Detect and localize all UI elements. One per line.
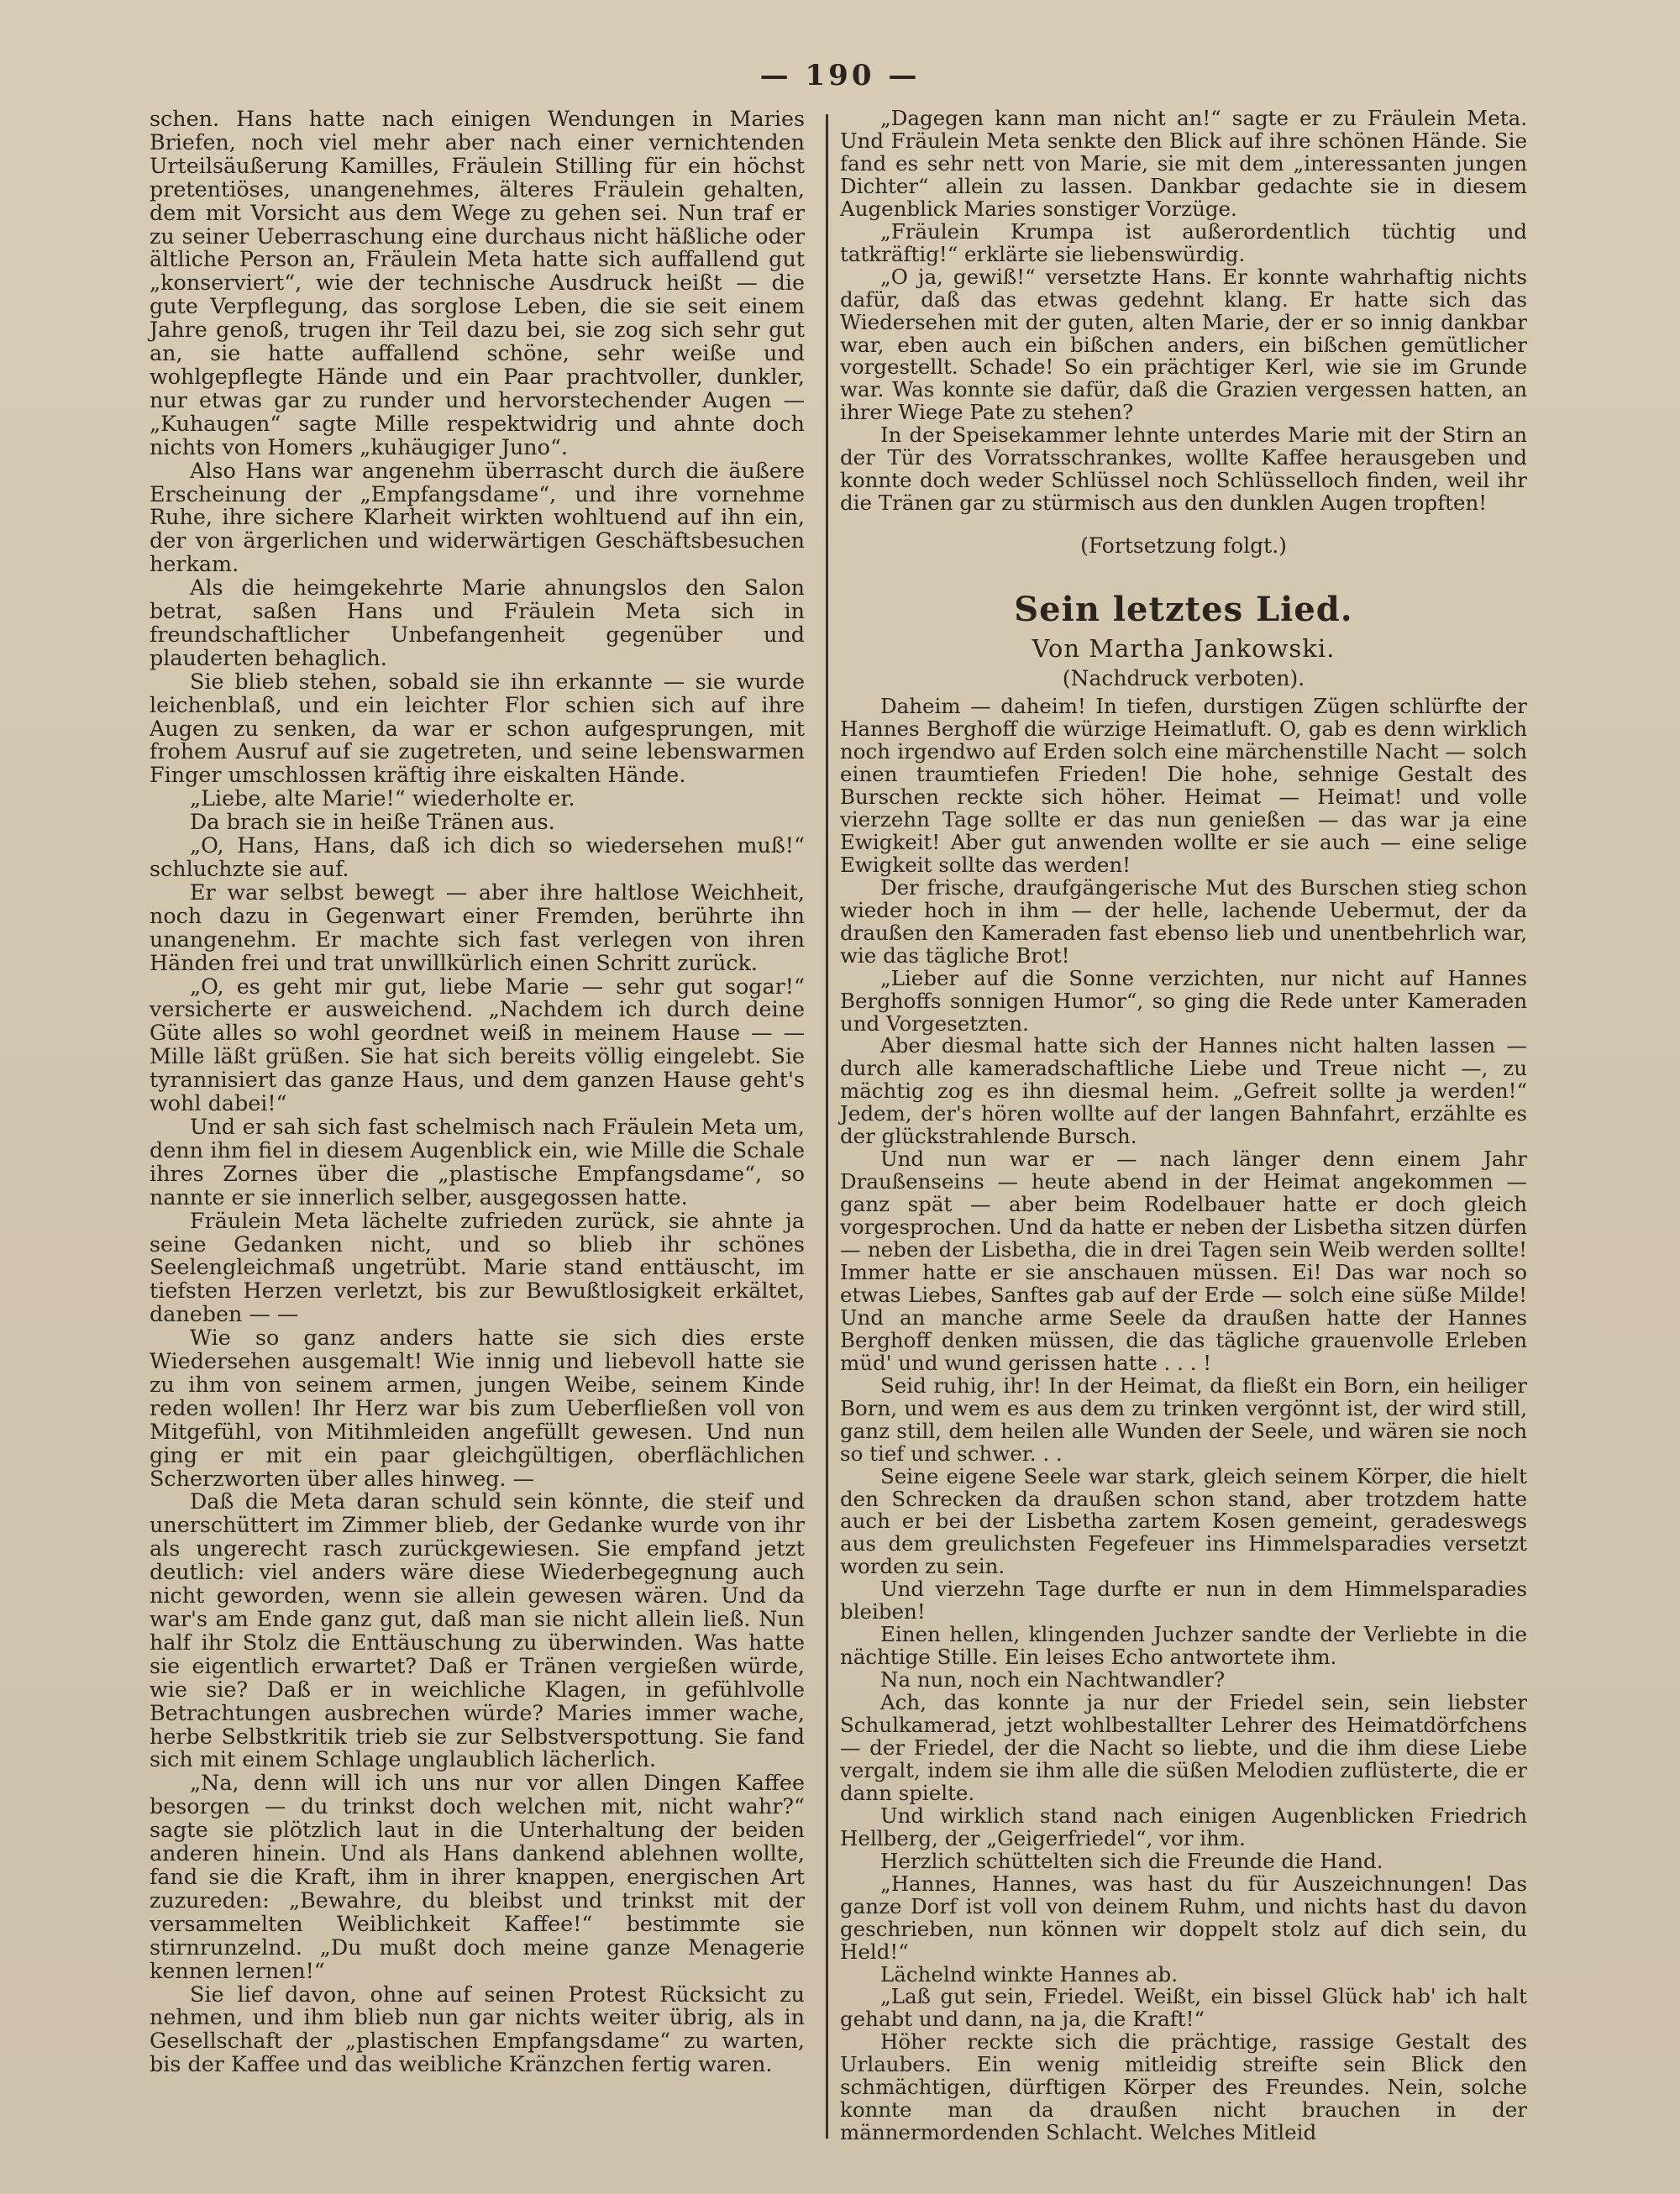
serial-continuation-text [840, 108, 1527, 515]
paragraph: Daheim — daheim! In tiefen, durstigen Zügen schlürfte der Hannes Berghoff die würzige Heimatluft. O, gab es denn wirklich noch irgendwo auf Erden solch eine märchenstille Nacht — solch einen traumtiefen Frieden! Die hohe, sehnige Gestalt des Burschen reckte sich höher. Heimat — Heimat! und volle vierzehn Tage sollte er das nun genießen — das war ja eine Ewigkeit! Aber gut anwenden wollte er sie auch — eine selige Ewigkeit sollte das werden! [840, 694, 1527, 877]
paragraph: Einen hellen, klingenden Juchzer sandte der Verliebte in die nächtige Stille. Ein leises Echo antwortete ihm. [840, 1622, 1527, 1670]
paragraph: „Laß gut sein, Friedel. Weißt, ein bissel Glück hab' ich halt gehabt und dann, na ja, die Kraft!“ [840, 1984, 1527, 2032]
paragraph: Und vierzehn Tage durfte er nun in dem Himmelsparadies bleiben! [840, 1577, 1527, 1625]
column-divider [826, 114, 828, 2139]
paragraph: „Na, denn will ich uns nur vor allen Dingen Kaffee besorgen — du trinkst doch welchen mit, nicht wahr?“ sagte sie plötzlich laut in die Unterhaltung der beiden anderen hinein. Und als Hans dankend ablehnen wollte, fand sie die Kraft, ihm in ihrer knappen, energischen Art zuzureden: „Bewahre, du bleibst und trinkst mit der versammelten Weiblichkeit Kaffee!“ bestimmte sie stirnrunzelnd. „Du mußt doch meine ganze Menagerie kennen lernen!“ [150, 1770, 805, 1983]
paragraph: Also Hans war angenehm überrascht durch die äußere Erscheinung der „Empfangsdame“, und ihre vornehme Ruhe, ihre sichere Klarheit wirkten wohltuend auf ihn ein, der von ärgerlichen und widerwärtigen Geschäftsbesuchen herkam. [150, 457, 805, 577]
paragraph: Als die heimgekehrte Marie ahnungslos den Salon betrat, saßen Hans und Fräulein Meta sich in freundschaftlicher Unbefangenheit gegenüber und plauderten behaglich. [150, 575, 805, 670]
paragraph: Sie blieb stehen, sobald sie ihn erkannte — sie wurde leichenblaß, und ein leichter Flor schien sich auf ihre Augen zu senken, da war er schon aufgesprungen, mit frohem Ausruf auf sie zugetreten, und seine lebenswarmen Finger umschlossen kräftig ihre eiskalten Hände. [150, 668, 805, 788]
paragraph: „Liebe, alte Marie!“ wiederholte er. [190, 785, 575, 811]
story-body [840, 695, 1527, 2144]
paragraph: Da brach sie in heiße Tränen aus. [190, 809, 555, 835]
reprint-notice: (Nachdruck verboten). [1062, 666, 1305, 691]
left-column [150, 108, 805, 2076]
story-title: Sein letztes Lied. [1014, 590, 1353, 630]
paragraph: „Hannes, Hannes, was hast du für Auszeichnungen! Das ganze Dorf ist voll von deinem Ruhm, und nichts hast du davon geschrieben, nun können wir doppelt stolz auf dich sein, du Held!“ [840, 1871, 1527, 1964]
paragraph: „O, Hans, Hans, daß ich dich so wiedersehen muß!“ schluchzte sie auf. [150, 832, 805, 881]
paragraph: Daß die Meta daran schuld sein könnte, die steif und unerschüttert im Zimmer blieb, der Gedanke wurde von ihr als ungerecht rasch zurückgewiesen. Sie empfand jetzt deutlich: viel anders wäre diese Wiederbegegnung auch nicht geworden, wenn sie allein gewesen wären. Und da war's am Ende ganz gut, daß man sie nicht allein ließ. Nun half ihr Stolz die Enttäuschung zu überwinden. Was hatte sie eigentlich erwartet? Daß er Tränen vergießen würde, wie sie? Daß er in weichliche Klagen, in gefühlvolle Betrachtungen ausbrechen würde? Maries immer wache, herbe Selbstkritik trieb sie zur Selbstverspottung. Sie fand sich mit einem Schlage unglaublich lächerlich. [150, 1488, 805, 1772]
page-number: — 190 — [759, 59, 921, 92]
paragraph: Aber diesmal hatte sich der Hannes nicht halten lassen — durch alle kameradschaftliche Liebe und Treue nicht —, zu mächtig zog es ihn diesmal heim. „Gefreit sollte ja werden!“ Jedem, der's hören wollte auf der langen Bahnfahrt, erzählte es der glückstrahlende Bursch. [840, 1033, 1527, 1149]
paragraph: Höher reckte sich die prächtige, rassige Gestalt des Urlaubers. Ein wenig mitleidig streifte sein Blick den schmächtigen, dürftigen Körper des Freundes. Nein, solche konnte man da draußen nicht brauchen in der männermordenden Schlacht. Welches Mitleid [840, 2029, 1527, 2145]
paragraph: Wie so ganz anders hatte sie sich dies erste Wiedersehen ausgemalt! Wie innig und liebevoll hatte sie zu ihm von seinem armen, jungen Weibe, seinem Kinde reden wollen! Ihr Herz war bis zum Ueberfließen voll von Mitgefühl, von Mitihmleiden angefüllt gewesen. Und nun ging er mit ein paar gleichgültigen, oberflächlichen Scherzworten über alles hinweg. — [150, 1325, 805, 1491]
paragraph: Seid ruhig, ihr! In der Heimat, da fließt ein Born, ein heiliger Born, und wem es aus dem zu trinken vergönnt ist, der wird still, ganz still, dem heilen alle Wunden der Seele, und wären sie noch so tief und schwer. . . [840, 1373, 1527, 1466]
paragraph: Seine eigene Seele war stark, gleich seinem Körper, die hielt den Schrecken da draußen schon stand, aber trotzdem hatte auch er bei der Lisbetha zartem Kosen gemeint, geradeswegs aus dem greulichsten Fegefeuer ins Himmelsparadies versetzt worden zu sein. [840, 1463, 1527, 1579]
paragraph: Na nun, noch ein Nachtwandler? [880, 1667, 1226, 1693]
paragraph: Und nun war er — nach länger denn einem Jahr Draußenseins — heute abend in der Heimat angekommen — ganz spät — aber beim Rodelbauer hatte er doch gleich vorgesprochen. Und da hatte er neben der Lisbetha sitzen dürfen — neben der Lisbetha, die in drei Tagen sein Weib werden sollte! Immer hatte er sie anschauen müssen. Ei! Das war noch so etwas Liebes, Sanftes gab auf der Erde — solch eine süße Milde! Und an manche arme Seele da draußen hatte der Hannes Berghoff denken müssen, die das tägliche grauenvolle Erleben müd' und wund gerissen hatte . . . ! [840, 1147, 1527, 1375]
paragraph: „Lieber auf die Sonne verzichten, nur nicht auf Hannes Berghoffs sonnigen Humor“, so ging die Rede unter Kameraden und Vorgesetzten. [840, 965, 1527, 1036]
paragraph: Sie lief davon, ohne auf seinen Protest Rücksicht zu nehmen, und ihm blieb nun gar nichts weiter übrig, als in Gesellschaft der „plastischen Empfangsdame“ zu warten, bis der Kaffee und das weibliche Kränzchen fertig waren. [150, 1981, 805, 2077]
paragraph: „O, es geht mir gut, liebe Marie — sehr gut sogar!“ versicherte er ausweichend. „Nachdem ich durch deine Güte alles so wohl geordnet weiß in meinem Hause — — Mille läßt grüßen. Sie hat sich bereits völlig eingelebt. Sie tyrannisiert das ganze Haus, und dem ganzen Hause geht's wohl dabei!“ [150, 973, 805, 1116]
paragraph: Ach, das konnte ja nur der Friedel sein, sein liebster Schulkamerad, jetzt wohlbestallter Lehrer des Heimatdörfchens — der Friedel, der die Nacht so liebte, und die ihm diese Liebe vergalt, indem sie ihm alle die süßen Melodien zuflüsterte, die er dann spielte. [840, 1690, 1527, 1805]
paragraph: Der frische, draufgängerische Mut des Burschen stieg schon wieder hoch in ihm — der helle, lachende Uebermut, der da draußen den Kameraden fast ebenso lieb und unentbehrlich war, wie das tägliche Brot! [840, 874, 1527, 968]
paragraph: Lächelnd winkte Hannes ab. [880, 1961, 1178, 1987]
paragraph: „Fräulein Krumpa ist außerordentlich tüchtig und tatkräftig!“ erklärte sie liebenswürdig. [840, 218, 1527, 266]
paragraph: Er war selbst bewegt — aber ihre haltlose Weichheit, noch dazu in Gegenwart einer Fremden, berührte ihn unangenehm. Er machte sich fast verlegen von ihren Händen frei und trat unwillkürlich einen Schritt zurück. [150, 879, 805, 975]
paragraph: Fräulein Meta lächelte zufrieden zurück, sie ahnte ja seine Gedanken nicht, und so blieb ihr schönes Seelengleichmaß ungetrübt. Marie stand enttäuscht, im tiefsten Herzen verletzt, bis zur Bewußtlosigkeit erkältet, daneben — — [150, 1207, 805, 1327]
paragraph: „O ja, gewiß!“ versetzte Hans. Er konnte wahrhaftig nichts dafür, daß das etwas gedehnt klang. Er hatte sich das Wiedersehen mit der guten, alten Marie, der er so innig dankbar war, eben auch ein bißchen anders, ein bißchen gemütlicher vorgestellt. Schade! So ein prächtiger Kerl, wie sie im Grunde war. Was konnte sie dafür, daß die Grazien vergessen hatten, an ihrer Wiege Pate zu stehen? [840, 264, 1527, 425]
right-column [840, 108, 1527, 2144]
paragraph: Und wirklich stand nach einigen Augenblicken Friedrich Hellberg, der „Geigerfriedel“, vor ihm. [840, 1803, 1527, 1850]
paragraph: Herzlich schüttelten sich die Freunde die Hand. [880, 1848, 1383, 1873]
paragraph: „Dagegen kann man nicht an!“ sagte er zu Fräulein Meta. Und Fräulein Meta senkte den Blick auf ihre schönen Hände. Sie fand es sehr nett von Marie, sie mit dem „interessanten jungen Dichter“ allein zu lassen. Dankbar gedachte sie in diesem Augenblick Maries sonstiger Vorzüge. [840, 106, 1527, 221]
paragraph: schen. Hans hatte nach einigen Wendungen in Maries Briefen, noch viel mehr aber nach einer vernichtenden Urteilsäußerung Kamilles, Fräulein Stilling für ein höchst pretentiöses, unangenehmes, älteres Fräulein gehalten, dem mit Vorsicht aus dem Wege zu gehen sei. Nun traf er zu seiner Ueberraschung eine durchaus nicht häßliche oder ältliche Person an, Fräulein Meta hatte sich auffallend gut „konserviert“, wie der technische Ausdruck heißt — die gute Verpflegung, das sorglose Leben, die sie seit einem Jahre genoß, trugen ihr Teil dazu bei, sie zog sich sehr gut an, sie hatte auffallend schöne, sehr weiße und wohlgepflegte Hände und ein Paar prachtvoller, dunkler, nur etwas gar zu runder und hervorstechender Augen — „Kuhaugen“ sagte Mille respektwidrig und ahnte doch nichts von Homers „kuhäugiger Juno“. [150, 106, 805, 459]
story-byline: Von Martha Jankowski. [1032, 634, 1336, 664]
paragraph: Und er sah sich fast schelmisch nach Fräulein Meta um, denn ihm fiel in diesem Augenblick ein, wie Mille die Schale ihres Zornes über die „plastische Empfangsdame“, so nannte er sie innerlich selber, ausgegossen hatte. [150, 1113, 805, 1210]
paragraph: In der Speisekammer lehnte unterdes Marie mit der Stirn an der Tür des Vorratsschrankes, wollte Kaffee herausgeben und konnte doch weder Schlüssel noch Schlüsselloch finden, weil ihr die Tränen gar zu stürmisch aus den dunklen Augen tropften! [840, 423, 1527, 516]
continuation-note: (Fortsetzung folgt.) [1080, 533, 1287, 559]
